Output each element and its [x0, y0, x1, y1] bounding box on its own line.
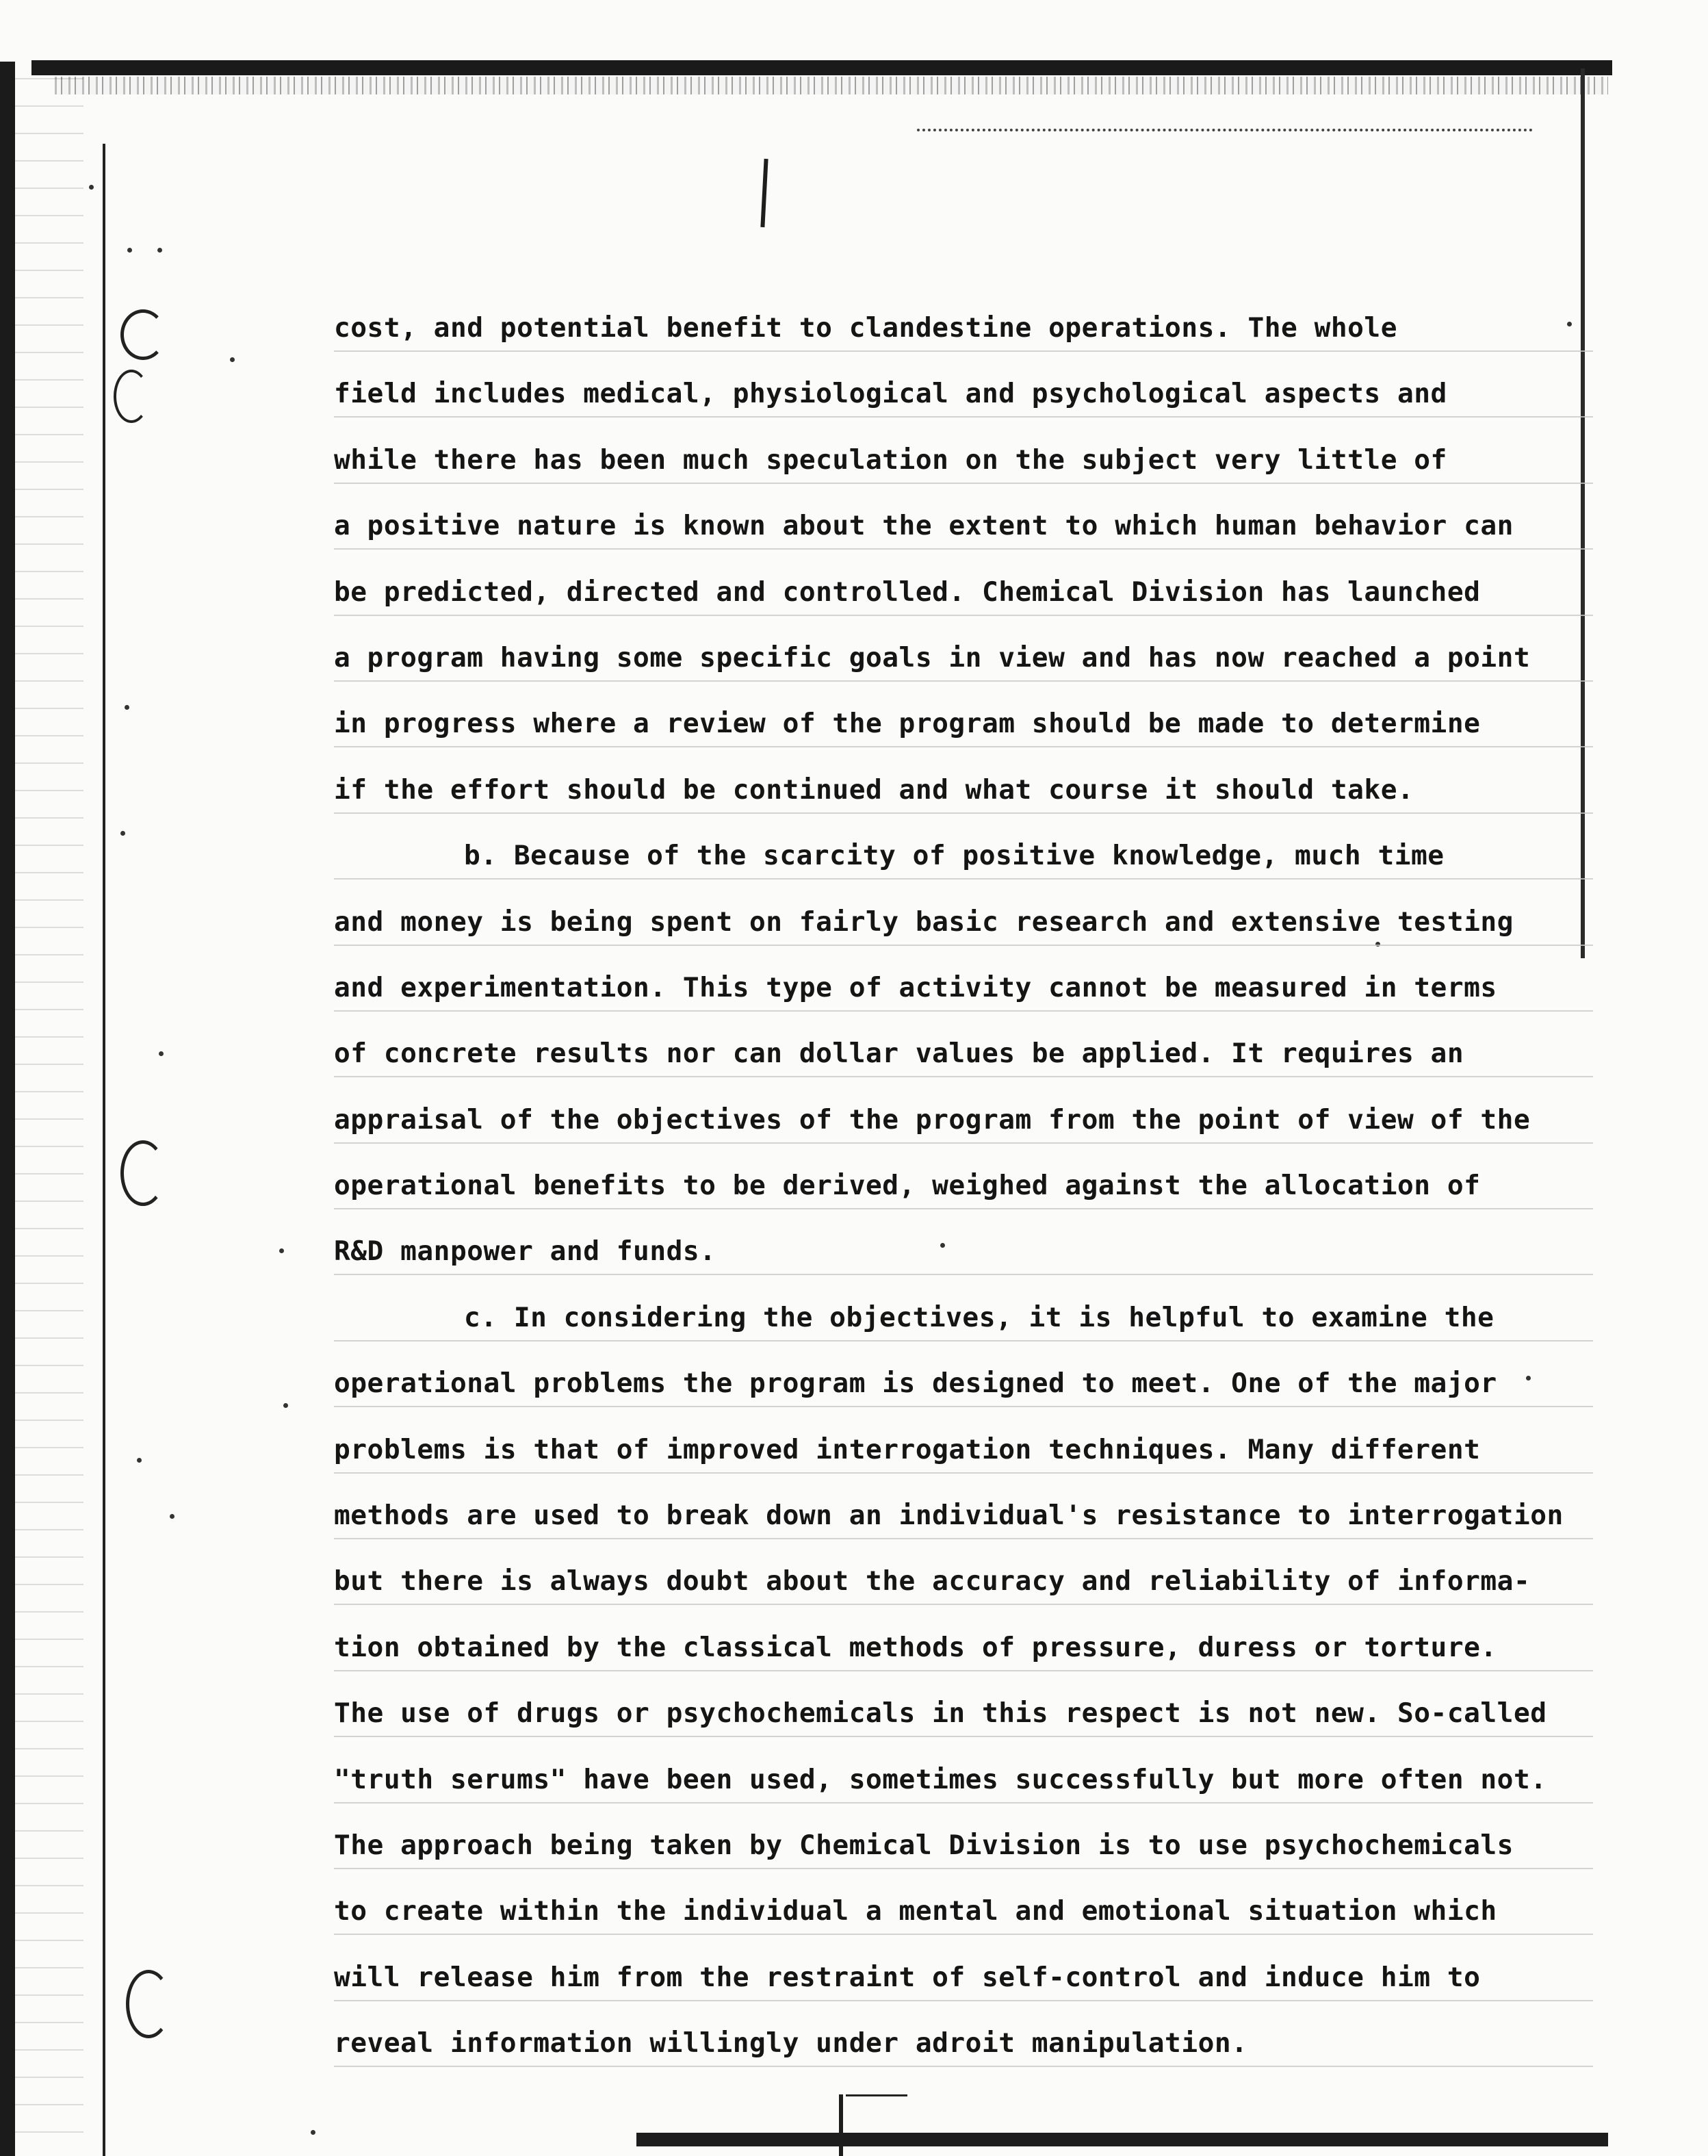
scan-bottom-border — [636, 2133, 1608, 2146]
paragraph-b-first-line: b. Because of the scarcity of positive knowledge, much time — [334, 837, 1579, 903]
text-line: problems is that of improved interrogation techniques. Many different — [334, 1431, 1579, 1497]
scan-top-border — [31, 60, 1612, 75]
speck — [127, 248, 132, 253]
text-line: to create within the individual a mental and emotional situation which — [334, 1892, 1579, 1958]
dotted-header-mark — [917, 129, 1533, 131]
speck — [89, 185, 94, 190]
speck — [157, 248, 162, 253]
speck — [283, 1403, 288, 1408]
binder-hole-mark — [120, 1140, 166, 1206]
speck — [279, 1248, 284, 1253]
page-break-mark-top — [760, 159, 768, 227]
text-line: operational benefits to be derived, weighed against the allocation of — [334, 1167, 1579, 1233]
page-break-mark-bottom — [839, 2094, 843, 2156]
text-line: cost, and potential benefit to clandestine operations. The whole — [334, 309, 1579, 375]
text-line: tion obtained by the classical methods of pressure, duress or torture. — [334, 1629, 1579, 1695]
binder-hole-mark — [126, 1970, 171, 2038]
binder-hole-mark — [120, 309, 166, 360]
text-line: "truth serums" have been used, sometimes successfully but more often not. — [334, 1761, 1579, 1827]
text-line: while there has been much speculation on the subject very little of — [334, 441, 1579, 507]
text-line: in progress where a review of the program should be made to determine — [334, 705, 1579, 771]
paragraph-c-first-line: c. In considering the objectives, it is helpful to examine the — [334, 1299, 1579, 1365]
text-line: reveal information willingly under adroit manipulation. — [334, 2025, 1579, 2090]
text-line: The approach being taken by Chemical Division is to use psychochemicals — [334, 1827, 1579, 1892]
text-line: The use of drugs or psychochemicals in this respect is not new. So-called — [334, 1695, 1579, 1760]
speck — [170, 1514, 174, 1519]
text-line: field includes medical, physiological and psychological aspects and — [334, 375, 1579, 441]
text-line: a program having some specific goals in view and has now reached a point — [334, 639, 1579, 705]
text-line: will release him from the restraint of self-control and induce him to — [334, 1959, 1579, 2025]
text-line: methods are used to break down an individual's resistance to interrogation — [334, 1497, 1579, 1563]
text-line: appraisal of the objectives of the program from the point of view of the — [334, 1101, 1579, 1167]
speck — [125, 705, 129, 710]
text-line: but there is always doubt about the accuracy and reliability of informa- — [334, 1563, 1579, 1628]
page-break-mark-bottom-tick — [846, 2094, 907, 2096]
speck — [230, 357, 235, 362]
text-line: and experimentation. This type of activity cannot be measured in terms — [334, 969, 1579, 1035]
typed-text-block — [334, 309, 1579, 2091]
text-line: and money is being spent on fairly basic research and extensive testing — [334, 903, 1579, 969]
scan-right-border — [1581, 68, 1585, 958]
scan-left-border — [0, 62, 15, 2156]
scan-left-noise — [15, 68, 83, 2156]
scan-top-noise — [55, 77, 1608, 94]
text-line: R&D manpower and funds. — [334, 1233, 1579, 1298]
speck — [311, 2130, 315, 2135]
binder-hole-mark — [114, 370, 149, 423]
speck — [137, 1458, 142, 1463]
text-line: be predicted, directed and controlled. Chemical Division has launched — [334, 574, 1579, 639]
speck — [159, 1051, 164, 1056]
margin-rule — [103, 144, 105, 2156]
speck — [120, 831, 125, 836]
text-line: operational problems the program is designed to meet. One of the major — [334, 1365, 1579, 1430]
text-line: a positive nature is known about the extent to which human behavior can — [334, 507, 1579, 573]
text-line: if the effort should be continued and what course it should take. — [334, 771, 1579, 837]
text-line: of concrete results nor can dollar values be applied. It requires an — [334, 1035, 1579, 1101]
